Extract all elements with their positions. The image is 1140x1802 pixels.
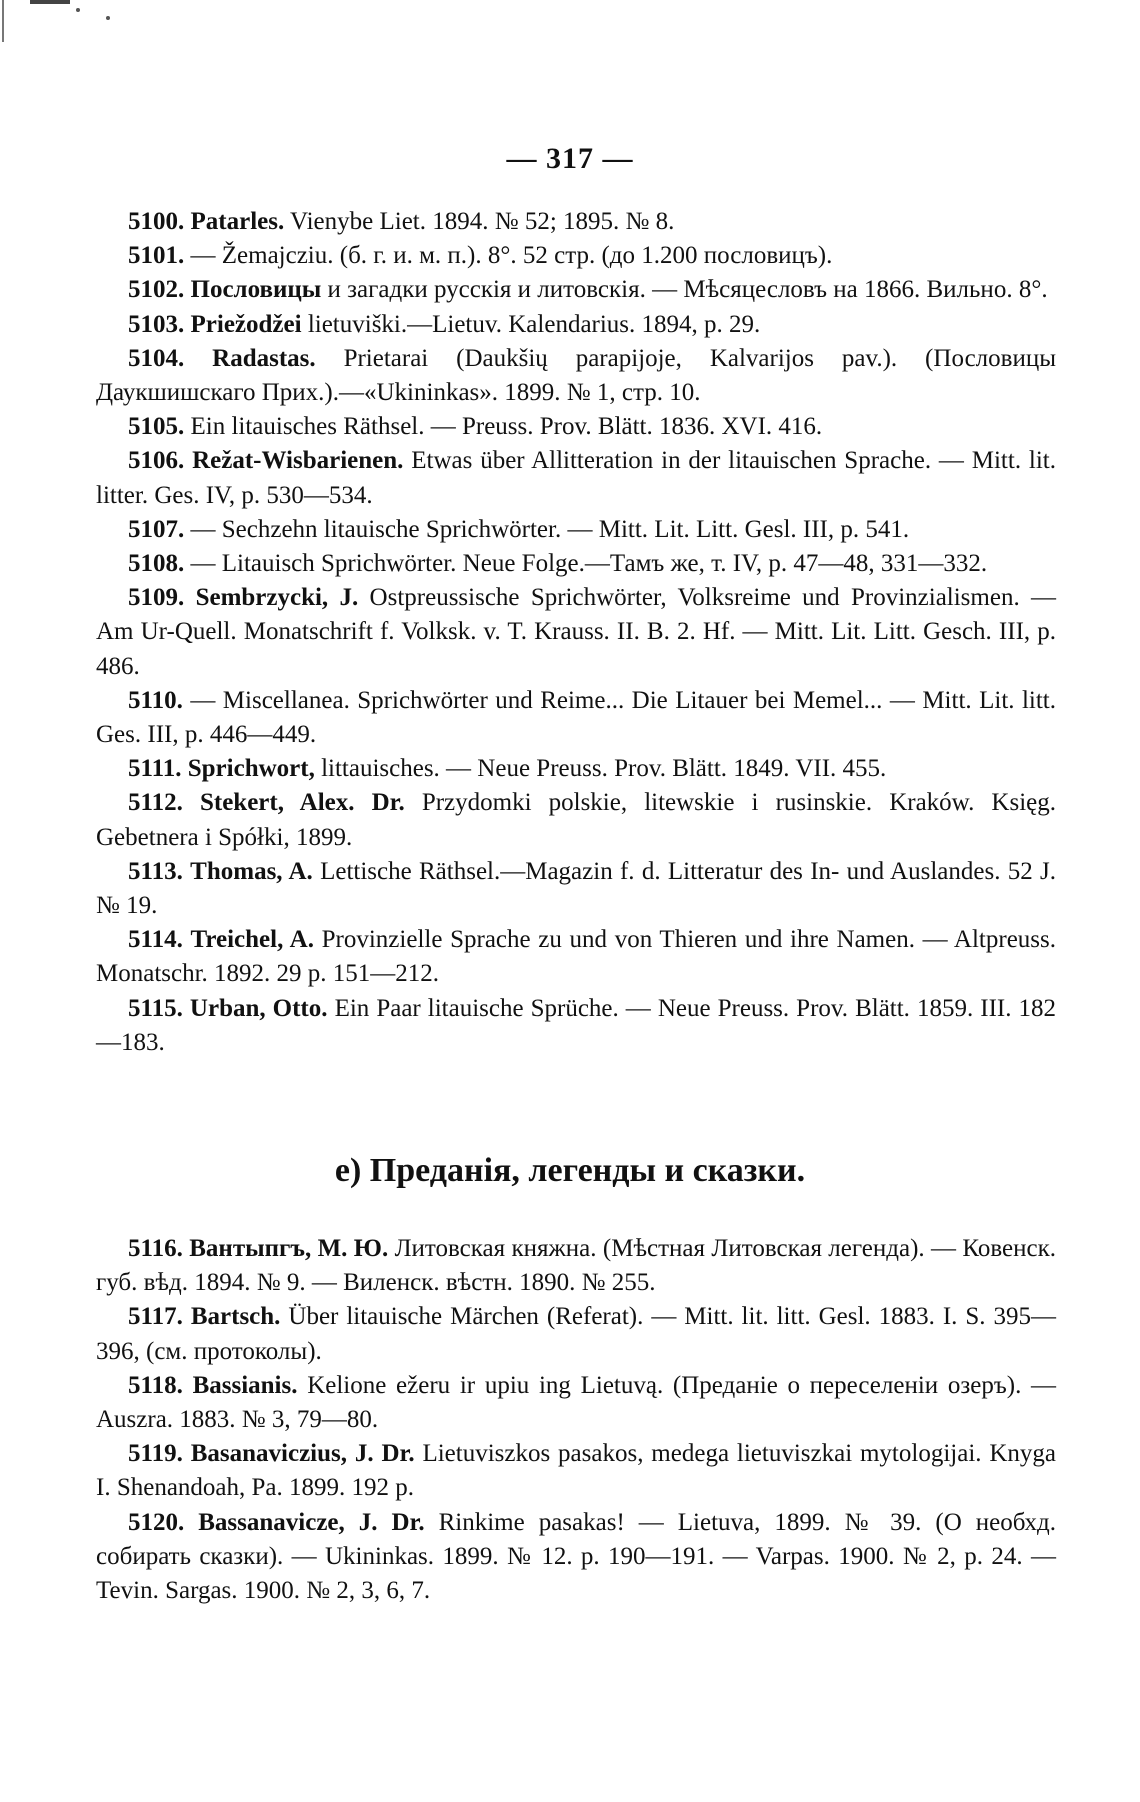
entry-number: 5112.: [128, 789, 183, 817]
bibliography-entry: [96, 923, 1056, 991]
entry-number: 5111.: [128, 755, 182, 783]
entry-text: lietuviški.—Lietuv. Kalendarius. 1894, p. 29.: [307, 310, 761, 338]
bibliography-entry: [96, 1369, 1056, 1437]
bibliography-entry: [96, 1506, 1056, 1609]
entry-author: Režat-Wisbarienen.: [192, 447, 404, 475]
entry-author: Bassianis.: [192, 1371, 298, 1399]
scan-mark: [76, 8, 80, 12]
scan-mark: [30, 0, 70, 4]
entry-author: Sprichwort,: [187, 755, 315, 783]
bibliography-entry: [96, 752, 1056, 786]
entry-number: 5105.: [128, 413, 185, 441]
bibliography-entry: [96, 410, 1056, 444]
entry-text: — Sechzehn litauische Sprichwörter. — Mitt. Lit. Litt. Gesl. III, p. 541.: [190, 515, 910, 543]
entry-text: Etwas über Allitteration in der litauischen Sprache. — Mitt. lit. litter. Ges. IV, p. 530—534.: [96, 447, 1057, 509]
entry-author: Patarles.: [190, 208, 285, 235]
entry-text: Ein Paar litauische Sprüche. — Neue Preuss. Prov. Blätt. 1859. III. 182—183.: [96, 994, 1057, 1056]
entry-author: Sembrzycki, J.: [195, 584, 359, 612]
bibliography-entry: [96, 205, 1056, 239]
entry-text: Przydomki polskie, litewskie i rusinskie. Kraków. Księg. Gebetnera i Spółki, 1899.: [96, 789, 1057, 851]
entry-text: Ostpreussische Sprichwörter, Volksreime und Provinzialismen. — Am Ur-Quell. Monatschrift f. Volksk. v. T. Krauss. II. B. 2. Hf. — Mitt. Lit. Litt. Gesch. III, p. 486.: [96, 584, 1057, 680]
entry-text: Prietarai (Daukšių parapijoje, Kalvarijos pav.). (Пословицы Даукшишскаго Прих.).—«Ukininkas». 1899. № 1, стр. 10.: [96, 344, 1056, 407]
entry-author: Basanaviczius, J. Dr.: [190, 1440, 415, 1468]
entry-author: Thomas, A.: [190, 857, 313, 885]
entry-number: 5118.: [128, 1371, 183, 1399]
bibliography-entry: [96, 444, 1056, 512]
entry-number: 5101.: [128, 242, 185, 270]
entry-text: Lettische Räthsel.—Magazin f. d. Litteratur des In- und Auslandes. 52 J. № 19.: [96, 857, 1057, 920]
bibliography-entry: [96, 239, 1056, 273]
bibliography-entry: [96, 547, 1056, 581]
bibliography-entry: [96, 786, 1056, 854]
entry-text: — Žemajcziu. (б. г. и. м. п.). 8°. 52 стр. (до 1.200 пословицъ).: [190, 242, 833, 270]
page-number: — 317 —: [506, 142, 634, 175]
bibliography-entry: [96, 581, 1056, 684]
entry-number: 5100.: [128, 208, 185, 235]
scan-mark: [106, 16, 110, 20]
bibliography-list: [96, 205, 1056, 1060]
section-heading: е) Преданія, легенды и сказки.: [334, 1152, 806, 1189]
entry-author: Priežodžei: [190, 310, 302, 338]
bibliography-entry: [96, 684, 1056, 752]
entry-author: Bartsch.: [190, 1303, 281, 1331]
bibliography-entry: [96, 273, 1056, 307]
entry-number: 5109.: [128, 584, 185, 612]
entry-number: 5102.: [128, 276, 185, 304]
bibliography-entry: [96, 855, 1056, 923]
entry-number: 5107.: [128, 515, 185, 543]
entry-number: 5104.: [128, 344, 185, 372]
entry-author: Urban, Otto.: [189, 994, 328, 1022]
entry-text: и загадки русскія и литовскія. — Мѣсяцесловъ на 1866. Вильно. 8°.: [327, 276, 1048, 304]
entry-text: Литовская княжна. (Мѣстная Литовская легенда). — Ковенск. губ. вѣд. 1894. № 9. — Виленск. вѣстн. 1890. № 255.: [96, 1235, 1056, 1297]
entry-number: 5106.: [128, 447, 185, 475]
entry-number: 5110.: [128, 686, 183, 714]
entry-number: 5119.: [128, 1440, 183, 1468]
entry-text: Vienybe Liet. 1894. № 52; 1895. № 8.: [290, 208, 675, 235]
entry-author: Bassanavicze, J. Dr.: [198, 1508, 425, 1536]
entry-text: littauisches. — Neue Preuss. Prov. Blätt. 1849. VII. 455.: [321, 755, 887, 783]
bibliography-entry: [96, 1437, 1056, 1505]
entry-text: Ein litauisches Räthsel. — Preuss. Prov. Blätt. 1836. XVI. 416.: [190, 413, 823, 441]
entry-number: 5114.: [128, 926, 183, 954]
entry-number: 5103.: [128, 310, 185, 338]
entry-number: 5115.: [128, 994, 183, 1022]
entry-number: 5117.: [128, 1303, 183, 1331]
entry-text: Kelione ežeru ir upiu ing Lietuvą. (Преданіе о переселеніи озеръ). — Auszra. 1883. № 3, 79—80.: [96, 1371, 1057, 1434]
entry-author: Treichel, A.: [190, 926, 314, 954]
entry-number: 5116.: [128, 1235, 183, 1262]
entry-text: Lietuviszkos pasakos, medega lietuviszkai mytologijai. Knyga I. Shenandoah, Pa. 1899. 192 p.: [96, 1440, 1057, 1502]
entry-text: — Miscellanea. Sprichwörter und Reime... Die Litauer bei Memel... — Mitt. Lit. litt. Ges. III, p. 446—449.: [96, 686, 1057, 749]
bibliography-entry: [96, 308, 1056, 342]
entry-text: — Litauisch Sprichwörter. Neue Folge.—Тамъ же, т. IV, p. 47—48, 331—332.: [190, 550, 988, 578]
bibliography-entry: [96, 513, 1056, 547]
entry-author: Пословицы: [190, 276, 322, 304]
scan-mark: [2, 0, 4, 42]
entry-number: 5120.: [128, 1508, 185, 1536]
entry-text: Über litauische Märchen (Referat). — Mitt. lit. litt. Gesl. 1883. I. S. 395—396, (см. протоколы).: [96, 1303, 1057, 1365]
entry-author: Radastas.: [212, 344, 316, 372]
entry-number: 5108.: [128, 550, 185, 578]
entry-text: Provinzielle Sprache zu und von Thieren und ihre Namen. — Altpreuss. Monatschr. 1892. 29 p. 151—212.: [96, 926, 1057, 988]
bibliography-entry: [96, 992, 1056, 1060]
entry-author: Stekert, Alex. Dr.: [199, 789, 405, 817]
bibliography-entry: [96, 1232, 1056, 1300]
entry-number: 5113.: [128, 857, 183, 885]
entry-text: Rinkime pasakas! — Lietuva, 1899. № 39. (О необхд. собирать сказки). — Ukininkas. 1899. № 12. p. 190—191. — Varpas. 1900. № 2, p. 24. — Tevin. Sargas. 1900. № 2, 3, 6, 7.: [96, 1508, 1057, 1605]
bibliography-entry: [96, 342, 1056, 410]
scan-marks: [0, 0, 1140, 60]
entry-author: Вантыпгъ, М. Ю.: [189, 1235, 389, 1262]
bibliography-entry: [96, 1300, 1056, 1368]
bibliography-list: [96, 1232, 1056, 1608]
